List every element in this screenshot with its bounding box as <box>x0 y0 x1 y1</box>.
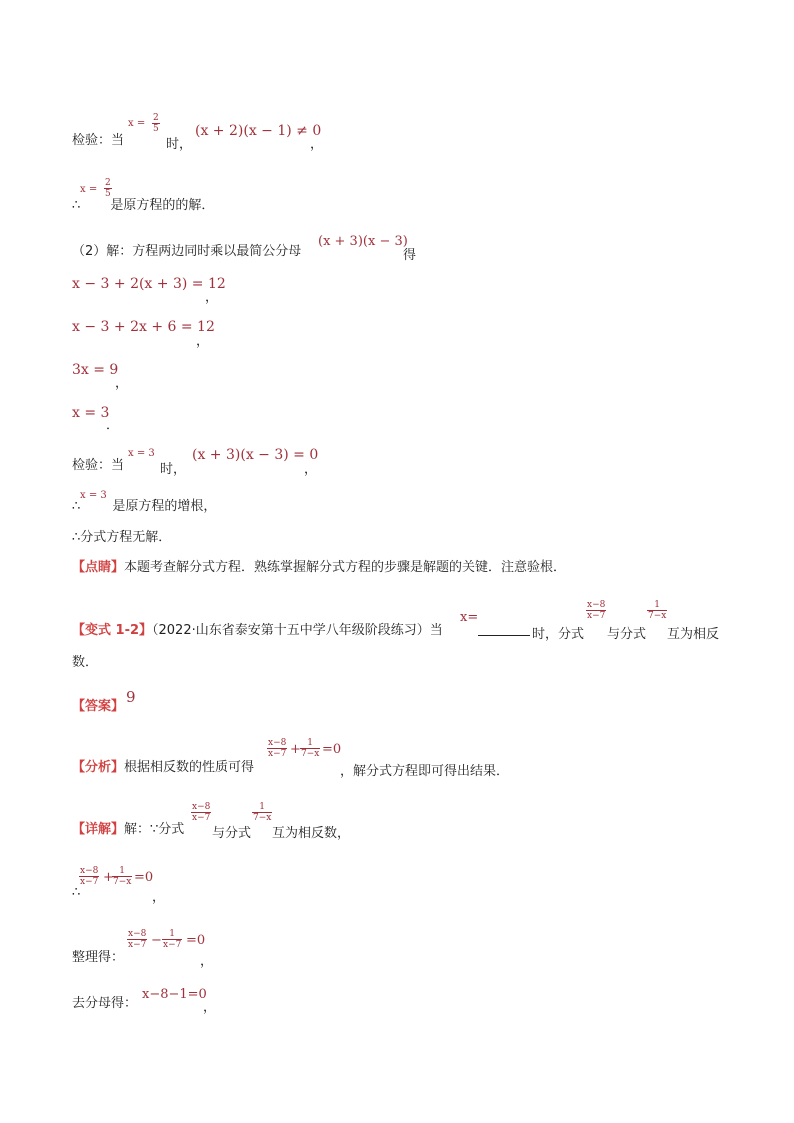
check2-expr: (x + 3)(x − 3) = 0 <box>192 447 319 463</box>
variant-end: 互为相反 <box>667 627 720 642</box>
part2-intro-line <box>72 244 301 260</box>
root-sym: ∴ <box>72 499 81 514</box>
detail-eq-f2d: 7−x <box>113 877 132 887</box>
check1-cond-num: 2 <box>153 113 159 123</box>
variant-source: （2022·山东省泰安第十五中学八年级阶段练习）当 <box>152 623 443 638</box>
root-line <box>72 499 216 515</box>
root-cond: x = 3 <box>80 490 107 501</box>
step-4-expr: x = 3 <box>72 405 110 421</box>
variant-after: 时，分式 <box>532 627 585 642</box>
root-text: 是原方程的增根， <box>112 499 217 514</box>
therefore1-frac <box>104 178 112 199</box>
variant-line <box>72 623 443 639</box>
nosol-line <box>72 530 171 546</box>
check1-expr: (x + 2)(x − 1) ≠ 0 <box>195 123 322 139</box>
step-2 <box>72 319 215 336</box>
step-2-expr: x − 3 + 2x + 6 = 12 <box>72 319 215 335</box>
detail-eq-frac2 <box>112 866 132 887</box>
step-2-punct: ， <box>196 334 210 349</box>
detail-f2d: 7−x <box>253 813 272 823</box>
check1-cond-frac <box>152 113 160 134</box>
detail-eq0: =0 <box>134 870 154 885</box>
step-1 <box>72 276 226 293</box>
step-4-punct: ． <box>106 418 120 433</box>
therefore1-num: 2 <box>105 178 111 188</box>
variant-frac1-num: x−8 <box>587 600 606 610</box>
detail-therefore: ∴ <box>72 885 81 900</box>
remark-tag: 【点睛】 <box>72 560 125 575</box>
detail-frac2 <box>252 802 272 823</box>
step-1-expr: x − 3 + 2(x + 3) = 12 <box>72 276 226 292</box>
detail-eq-f1n: x−8 <box>80 866 99 876</box>
check1-tail: ， <box>310 137 324 152</box>
check2-line <box>72 458 124 474</box>
variant-line2 <box>72 655 98 671</box>
tidy-f2d: x−7 <box>163 940 182 950</box>
tidy-frac1 <box>127 929 147 950</box>
answer-blank <box>478 623 530 636</box>
check2-label: 检验：当 <box>72 458 125 473</box>
remark-text: 本题考查解分式方程．熟练掌握解分式方程的步骤是解题的关键．注意验根． <box>124 560 567 575</box>
check2-time: 时， <box>160 462 187 477</box>
tidy-minus: − <box>151 933 162 948</box>
analysis-text1: 根据相反数的性质可得 <box>124 760 255 775</box>
therefore1-den: 5 <box>105 189 111 199</box>
tidy-f2n: 1 <box>162 929 182 940</box>
tidy-frac2 <box>162 929 182 950</box>
detail-end: 互为相反数， <box>272 826 351 841</box>
part2-denom: (x + 3)(x − 3) <box>318 234 408 249</box>
analysis-frac2 <box>300 738 320 759</box>
tidy-eq0: =0 <box>186 933 206 948</box>
therefore1-x: x = <box>80 184 98 195</box>
detail-f1n: x−8 <box>192 802 211 812</box>
check1-label: 检验：当 <box>72 133 125 148</box>
analysis-f1n: x−8 <box>268 738 287 748</box>
detail-eq-comma: ， <box>152 890 166 905</box>
detail-eq-plus: + <box>103 870 114 885</box>
analysis-eq0: =0 <box>322 742 342 757</box>
tidy-f1n: x−8 <box>128 929 147 939</box>
step-4 <box>72 405 109 422</box>
step-3-punct: ， <box>115 376 129 391</box>
part2-de: 得 <box>403 248 417 263</box>
detail-tag: 【详解】 <box>72 822 125 837</box>
variant-frac1 <box>586 600 606 621</box>
therefore1-line <box>72 198 214 214</box>
variant-line2-text: 数． <box>72 655 99 670</box>
clear-line <box>72 996 137 1012</box>
analysis-line <box>72 760 254 776</box>
check1-time: 时， <box>166 137 193 152</box>
variant-x: x= <box>460 610 479 625</box>
tidy-f1d: x−7 <box>128 940 147 950</box>
tidy-label: 整理得： <box>72 950 125 965</box>
analysis-f1d: x−7 <box>268 749 287 759</box>
analysis-f2n: 1 <box>300 738 320 749</box>
clear-label: 去分母得： <box>72 996 138 1011</box>
detail-f1d: x−7 <box>192 813 211 823</box>
analysis-text2: ，解分式方程即可得出结果． <box>340 764 510 779</box>
tidy-comma: ， <box>200 954 214 969</box>
variant-frac2 <box>647 600 667 621</box>
check1-cond-den: 5 <box>153 124 159 134</box>
step-3 <box>72 362 118 379</box>
therefore1-sym: ∴ <box>72 198 81 213</box>
analysis-frac1 <box>267 738 287 759</box>
tidy-line <box>72 950 124 966</box>
part2-intro: （2）解：方程两边同时乘以最简公分母 <box>72 244 302 259</box>
detail-text1: 解：∵分式 <box>124 822 185 837</box>
answer-value: 9 <box>126 688 136 706</box>
clear-comma: ， <box>203 1000 217 1015</box>
detail-eq-f2n: 1 <box>112 866 132 877</box>
answer-line <box>72 699 124 715</box>
detail-f2n: 1 <box>252 802 272 813</box>
detail-eq-f1d: x−7 <box>80 877 99 887</box>
detail-line <box>72 822 184 838</box>
check1-cond-x: x = <box>128 118 146 129</box>
variant-mid: 与分式 <box>607 627 647 642</box>
remark-line <box>72 560 566 576</box>
check2-tail: ， <box>304 462 318 477</box>
detail-mid: 与分式 <box>212 826 252 841</box>
check2-cond: x = 3 <box>128 448 155 459</box>
analysis-tag: 【分析】 <box>72 760 125 775</box>
detail-eq-frac1 <box>79 866 99 887</box>
step-3-expr: 3x = 9 <box>72 362 119 378</box>
variant-blank-wrap <box>478 623 530 640</box>
detail-therefore-line <box>72 885 80 901</box>
therefore1-text: 是原方程的的解． <box>110 198 215 213</box>
variant-tag: 【变式 1-2】 <box>72 623 153 638</box>
variant-frac1-den: x−7 <box>587 611 606 621</box>
clear-expr: x−8−1=0 <box>142 987 207 1002</box>
step-1-punct: ， <box>205 290 219 305</box>
analysis-f2d: 7−x <box>301 749 320 759</box>
analysis-plus: + <box>290 742 301 757</box>
variant-frac2-den: 7−x <box>648 611 667 621</box>
nosol-text: ∴分式方程无解． <box>72 530 172 545</box>
variant-frac2-num: 1 <box>647 600 667 611</box>
check1-line <box>72 133 124 149</box>
detail-frac1 <box>191 802 211 823</box>
answer-tag: 【答案】 <box>72 699 125 714</box>
